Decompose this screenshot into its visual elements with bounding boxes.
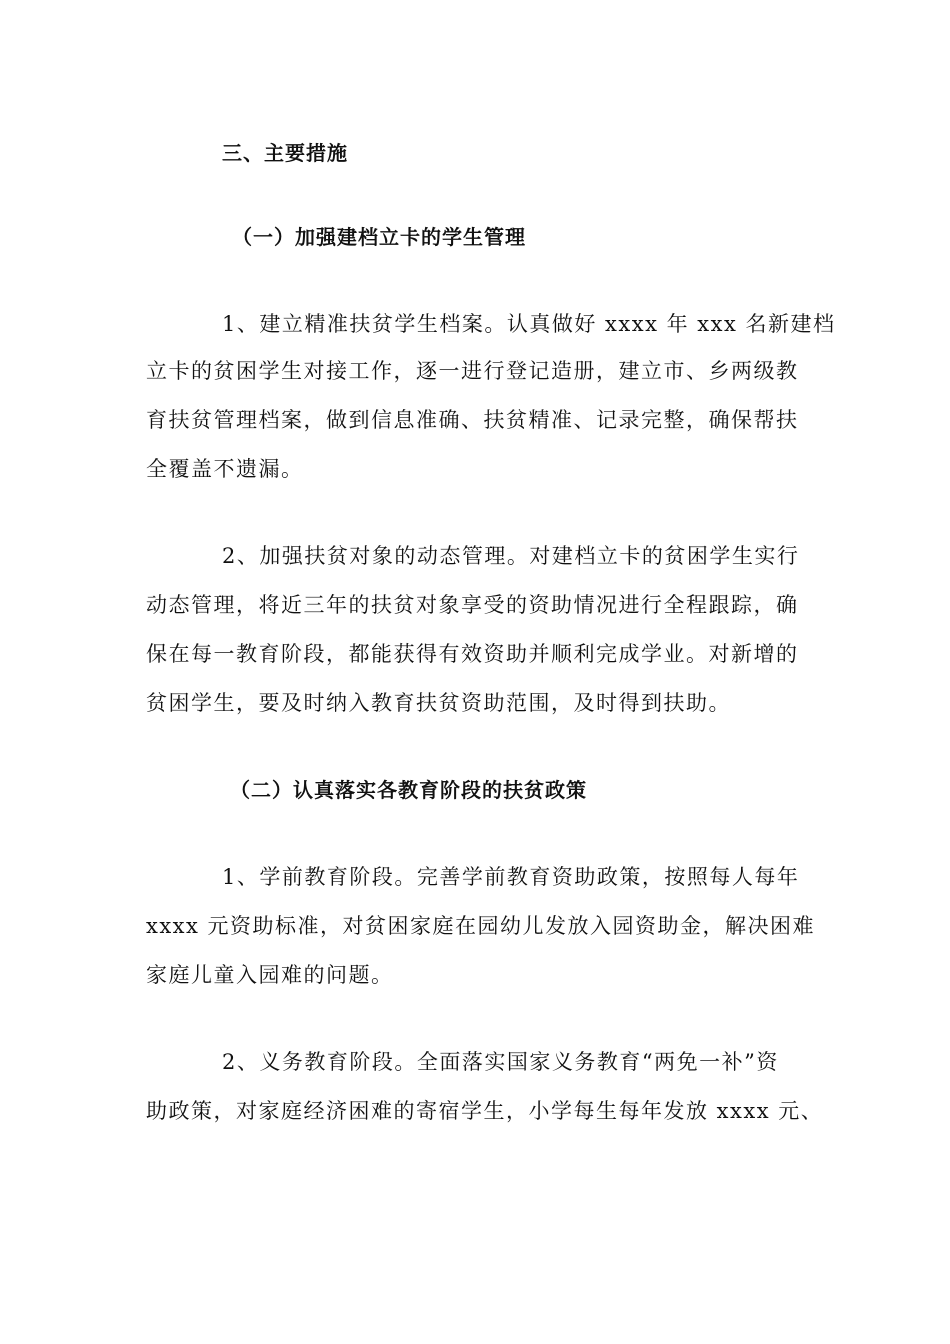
subsection-title-1: （一）加强建档立卡的学生管理 <box>232 225 526 249</box>
paragraph-line: 2、加强扶贫对象的动态管理。对建档立卡的贫困学生实行 <box>222 544 800 568</box>
paragraph-line: 家庭儿童入园难的问题。 <box>146 963 394 987</box>
paragraph-line: 动态管理，将近三年的扶贫对象享受的资助情况进行全程跟踪，确 <box>146 593 799 617</box>
paragraph-line: 立卡的贫困学生对接工作，逐一进行登记造册，建立市、乡两级教 <box>146 359 799 383</box>
paragraph-line: xxxx 元资助标准，对贫困家庭在园幼儿发放入园资助金，解决困难 <box>146 914 816 938</box>
subsection-title-2: （二）认真落实各教育阶段的扶贫政策 <box>230 778 587 802</box>
paragraph-line: 育扶贫管理档案，做到信息准确、扶贫精准、记录完整，确保帮扶 <box>146 408 799 432</box>
paragraph-line: 贫困学生，要及时纳入教育扶贫资助范围，及时得到扶助。 <box>146 691 731 715</box>
section-title: 三、主要措施 <box>222 141 348 165</box>
paragraph-line: 全覆盖不遗漏。 <box>146 457 304 481</box>
paragraph-line: 保在每一教育阶段，都能获得有效资助并顺利完成学业。对新增的 <box>146 642 799 666</box>
paragraph-line: 助政策，对家庭经济困难的寄宿学生，小学每生每年发放 xxxx 元、 <box>146 1099 824 1123</box>
paragraph-line: 2、义务教育阶段。全面落实国家义务教育“两免一补”资 <box>222 1050 779 1074</box>
paragraph-line: 1、学前教育阶段。完善学前教育资助政策，按照每人每年 <box>222 865 800 889</box>
paragraph-line: 1、建立精准扶贫学生档案。认真做好 xxxx 年 xxx 名新建档 <box>222 312 836 336</box>
